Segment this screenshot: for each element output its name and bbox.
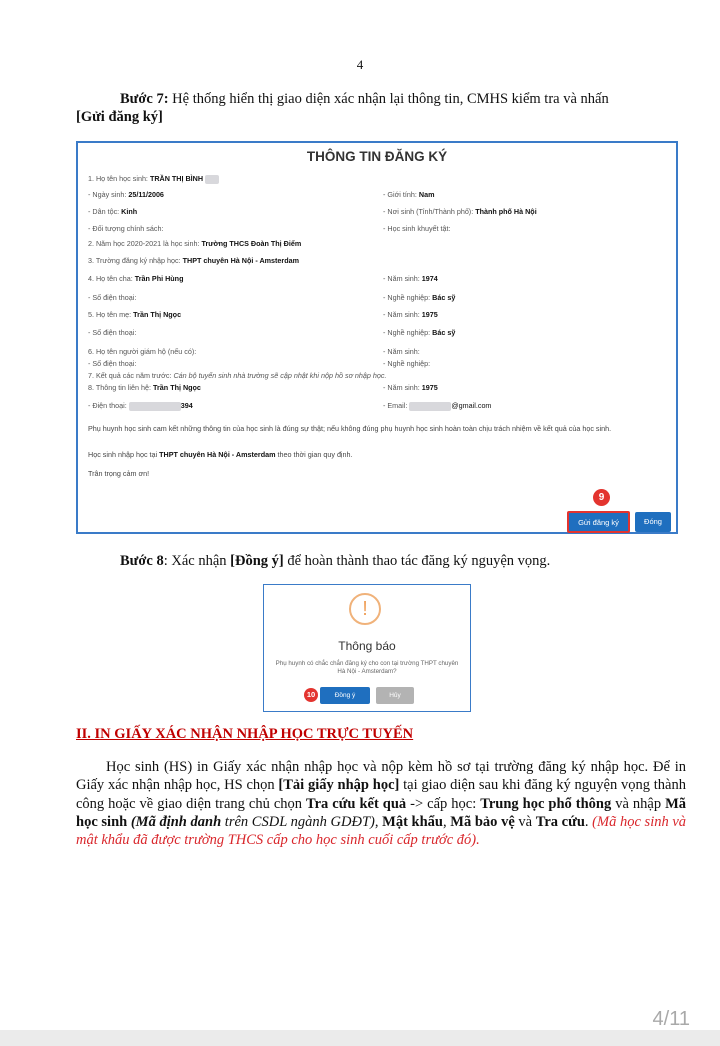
registration-title: THÔNG TIN ĐĂNG KÝ [306,149,448,164]
section-2-heading: II. IN GIẤY XÁC NHẬN NHẬP HỌC TRỰC TUYẾN [76,726,414,742]
field-row: - Dân tộc: Kinh - Nơi sinh (Tỉnh/Thành phố): Thành phố Hà Nội [88,207,537,216]
step-9-badge: 9 [593,489,610,506]
field-row: 1. Họ tên học sinh: TRẦN THỊ BÌNH [88,174,668,187]
submit-registration-button[interactable]: Gửi đăng ký [567,511,630,533]
step7-bracket: [Gửi đăng ký] [76,109,163,125]
step7-label: Bước 7: [120,91,169,107]
section-2-paragraph: Học sinh (HS) in Giấy xác nhận nhập học và nộp kèm hồ sơ tại trường đăng ký nhập học. Để in Giấy xác nhận nhập học, HS chọn [Tải giấy nhập học] tại giao diện sau khi đăng ký nguyện vọng thành công hoặc về giao diện trang chủ chọn Tra cứu kết quả -> cấp học: Trung học phổ thông và nhập Mã học sinh (Mã định danh trên CSDL ngành GDĐT), Mật khẩu, Mã bảo vệ và Tra cứu. (Mã học sinh và mật khẩu đã được trường THCS cấp cho học sinh cuối cấp trước đó). [76,759,687,849]
step-10-badge: 10 [304,688,318,702]
field-row: - Đối tượng chính sách: - Học sinh khuyết tật: [88,224,451,233]
close-button[interactable]: Đóng [635,512,671,532]
field-row: - Điện thoại: 394 - Email: @gmail.com [88,401,492,410]
field-row: - Ngày sinh: 25/11/2006 - Giới tính: Nam [88,190,435,199]
dialog-title: Thông báo [338,639,396,653]
field-row: 3. Trường đăng ký nhập học: THPT chuyên Hà Nội - Amsterdam [88,256,299,265]
field-row: - Số điện thoại: - Nghề nghiệp: Bác sỹ [88,328,456,337]
step8-bracket: [Đồng ý] [230,553,284,569]
field-row: 4. Họ tên cha: Trần Phi Hùng - Năm sinh: 1974 [88,274,438,283]
confirm-dialog-screenshot [263,584,471,712]
commit-text: Phụ huynh học sinh cam kết những thông tin của học sinh là đúng sự thật; nếu không đúng phụ huynh học sinh hoàn toàn chịu trách nhiệm về kết quả của học sinh. [88,424,612,433]
page-number: 4 [356,57,364,72]
cancel-button[interactable]: Hủy [376,687,414,704]
field-row: 8. Thông tin liên hệ: Trần Thị Ngọc - Năm sinh: 1975 [88,383,438,392]
enroll-text: Học sinh nhập học tại THPT chuyên Hà Nội - Amsterdam theo thời gian quy định. [88,450,353,459]
field-row: 5. Họ tên mẹ: Trần Thị Ngọc - Năm sinh: 1975 [88,310,438,319]
step8-paragraph: Bước 8: Xác nhận [Đồng ý] để hoàn thành thao tác đăng ký nguyện vọng. [120,553,551,569]
agree-button[interactable]: Đồng ý [320,687,370,704]
field-row: 7. Kết quả các năm trước: Cán bộ tuyển sinh nhà trường sẽ cập nhật khi nộp hồ sơ nhập học. [88,371,387,380]
step8-label: Bước 8 [120,553,164,569]
warning-icon: ! [349,593,381,625]
dialog-message: Phụ huynh có chắc chắn đăng ký cho con tại trường THPT chuyên Hà Nội - Amsterdam? [275,660,459,675]
field-row: - Số điện thoại: - Nghề nghiệp: [88,359,431,368]
page-indicator: 4/11 [652,1008,690,1030]
registration-info-screenshot [76,141,678,534]
step7-paragraph [76,90,676,126]
field-row: 2. Năm học 2020-2021 là học sinh: Trường THCS Đoàn Thị Điểm [88,239,302,248]
step7-text: Hệ thống hiển thị giao diện xác nhận lại thông tin, CMHS kiểm tra và nhấn [168,91,609,107]
field-row: 6. Họ tên người giám hộ (nếu có): - Năm sinh: [88,347,420,356]
thanks-text: Trân trọng cảm ơn! [88,469,150,478]
field-row: - Số điện thoại: - Nghề nghiệp: Bác sỹ [88,293,456,302]
